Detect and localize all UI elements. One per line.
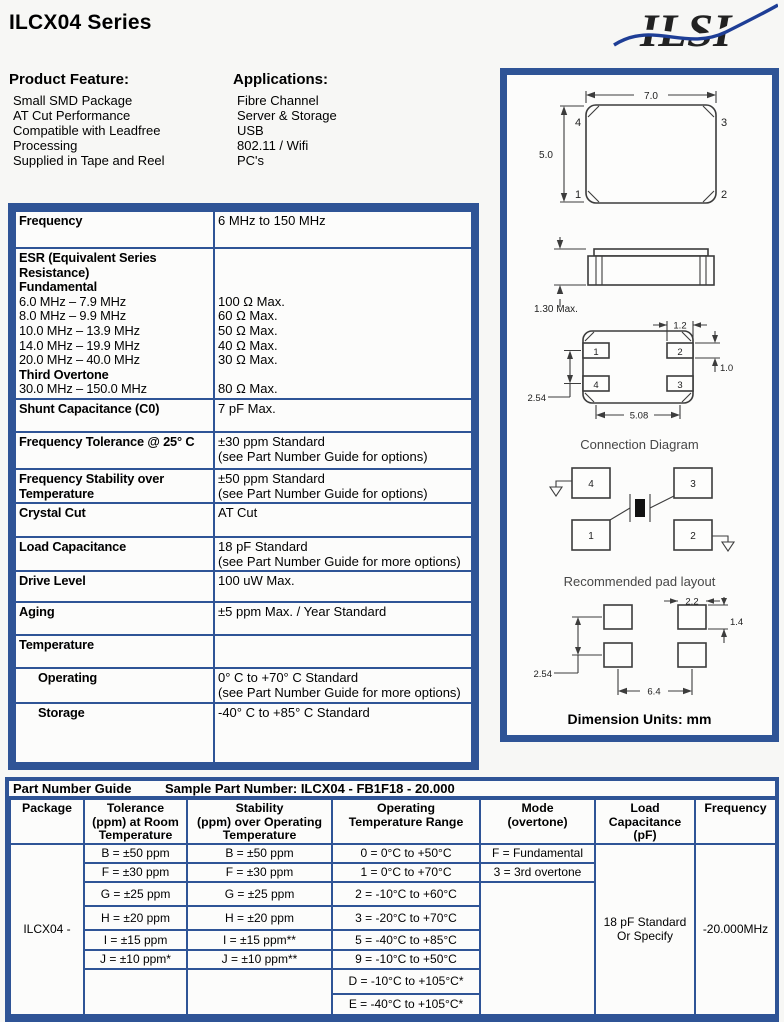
empty-cell	[84, 969, 187, 1015]
spec-value: 6 MHz to 150 MHz	[214, 211, 472, 248]
application-item: USB	[237, 123, 264, 138]
dim-pad-pitch-horizontal: 5.08	[629, 410, 649, 422]
application-item: Fibre Channel	[237, 93, 319, 108]
package-bottom-view-drawing	[508, 315, 771, 427]
connection-diagram-title: Connection Diagram	[580, 437, 699, 452]
col-header-load-capacitance: Load Capacitance (pF)	[595, 799, 695, 844]
dim-package-thickness: 1.30 Max.	[534, 304, 578, 315]
mode-code: 3 = 3rd overtone	[480, 863, 595, 882]
spec-label: Storage	[15, 703, 214, 763]
part-guide-title: Part Number Guide	[13, 781, 132, 796]
spec-value: 7 pF Max.	[214, 399, 472, 432]
application-item: PC's	[237, 153, 265, 168]
spec-row-temperature	[15, 635, 472, 668]
pin-number: 2	[690, 531, 696, 542]
spec-row-tolerance	[15, 432, 472, 469]
col-header-operating-temp: Operating Temperature Range	[332, 799, 480, 844]
spec-row-stability	[15, 469, 472, 503]
product-feature-section	[9, 72, 165, 168]
spec-row-frequency	[15, 211, 472, 248]
load-capacitance-cell: 18 pF Standard Or Specify	[595, 844, 695, 1015]
spec-row-shunt	[15, 399, 472, 432]
pin-number: 1	[588, 531, 594, 542]
pin-number: 3	[690, 479, 696, 490]
spec-value: 0° C to +70° C Standard (see Part Number Guide for more options)	[214, 668, 472, 702]
stability-code: I = ±15 ppm**	[187, 930, 332, 950]
spec-row-drive	[15, 571, 472, 602]
empty-cell	[480, 882, 595, 1015]
spec-label: Frequency	[15, 211, 214, 248]
ground-symbol	[722, 542, 734, 551]
optemp-code: D = -10°C to +105°C*	[332, 969, 480, 994]
pin-number: 4	[574, 117, 582, 129]
pin-number: 2	[677, 347, 683, 358]
col-header-mode: Mode (overtone)	[480, 799, 595, 844]
pad-layout-title: Recommended pad layout	[563, 574, 716, 589]
pin-number: 2	[720, 189, 728, 201]
stability-code: J = ±10 ppm**	[187, 950, 332, 969]
spec-label: Aging	[15, 602, 214, 635]
col-header-frequency: Frequency	[695, 799, 776, 844]
pin-number: 4	[588, 479, 594, 490]
spec-row-storage	[15, 703, 472, 763]
dim-pad-width: 2.2	[685, 596, 699, 608]
optemp-code: 2 = -10°C to +60°C	[332, 882, 480, 906]
spec-value: 100 Ω Max. 60 Ω Max. 50 Ω Max. 40 Ω Max. 30 Ω Max. 80 Ω Max.	[214, 248, 472, 399]
application-item: 802.11 / Wifi	[237, 138, 309, 153]
spec-label: Shunt Capacitance (C0)	[15, 399, 214, 432]
spec-value	[214, 635, 472, 668]
guide-header-row	[10, 799, 776, 844]
optemp-code: 9 = -10°C to +50°C	[332, 950, 480, 969]
stability-code: H = ±20 ppm	[187, 906, 332, 930]
spec-value: ±5 ppm Max. / Year Standard	[214, 602, 472, 635]
dim-pad-height: 1.4	[730, 617, 744, 628]
col-header-package: Package	[10, 799, 84, 844]
mechanical-drawing-panel	[500, 68, 779, 742]
applications-heading: Applications:	[233, 71, 329, 88]
dim-pad-width: 1.2	[673, 320, 687, 332]
dim-package-height: 5.0	[539, 150, 553, 161]
tolerance-code: G = ±25 ppm	[84, 882, 187, 906]
spec-value: -40° C to +85° C Standard	[214, 703, 472, 763]
dim-package-width: 7.0	[644, 91, 658, 102]
dimension-units-label: Dimension Units: mm	[567, 711, 712, 727]
empty-cell	[187, 969, 332, 1015]
pin-number: 4	[593, 380, 599, 391]
dim-pad-pitch-vertical: 2.54	[533, 669, 552, 680]
connection-diagram	[508, 458, 771, 564]
pin-number: 1	[593, 347, 599, 358]
pad-layout-drawing	[508, 595, 771, 699]
stability-code: F = ±30 ppm	[187, 863, 332, 882]
ground-symbol	[550, 487, 562, 496]
spec-label: Crystal Cut	[15, 503, 214, 537]
spec-row-operating	[15, 668, 472, 702]
spec-value: AT Cut	[214, 503, 472, 537]
optemp-code: 0 = 0°C to +50°C	[332, 844, 480, 863]
tolerance-code: J = ±10 ppm*	[84, 950, 187, 969]
spec-label: Load Capacitance	[15, 537, 214, 571]
spec-table	[8, 203, 479, 770]
spec-label: Temperature	[15, 635, 214, 668]
guide-row	[10, 844, 776, 863]
dim-pad-pitch-vertical: 2.54	[527, 393, 546, 404]
logo-text: ILSI	[640, 5, 732, 57]
spec-label: Frequency Tolerance @ 25° C	[15, 432, 214, 469]
application-item: Server & Storage	[237, 108, 337, 123]
package-side-view-drawing	[508, 235, 771, 315]
pin-number: 3	[677, 380, 683, 391]
spec-value: ±30 ppm Standard (see Part Number Guide for options)	[214, 432, 472, 469]
col-header-stability: Stability (ppm) over Operating Temperature	[187, 799, 332, 844]
tolerance-code: B = ±50 ppm	[84, 844, 187, 863]
package-top-view-drawing	[508, 85, 771, 235]
spec-row-load	[15, 537, 472, 571]
spec-value: 100 uW Max.	[214, 571, 472, 602]
feature-item: Small SMD Package	[13, 93, 133, 108]
stability-code: G = ±25 ppm	[187, 882, 332, 906]
spec-row-cut	[15, 503, 472, 537]
mode-code: F = Fundamental	[480, 844, 595, 863]
tolerance-code: F = ±30 ppm	[84, 863, 187, 882]
ilsi-logo	[612, 2, 778, 59]
feature-item: Compatible with Leadfree	[13, 123, 161, 138]
feature-item: Processing	[13, 138, 78, 153]
col-header-tolerance: Tolerance (ppm) at Room Temperature	[84, 799, 187, 844]
spec-label: ESR (Equivalent Series Resistance) Fundamental 6.0 MHz – 7.9 MHz 8.0 MHz – 9.9 MHz 10.0 MHz – 13.9 MHz 14.0 MHz – 19.9 MHz 20.0 MHz – 40.0 MHz Third Overtone 30.0 MHz – 150.0 MHz	[15, 248, 214, 399]
spec-value: 18 pF Standard (see Part Number Guide for more options)	[214, 537, 472, 571]
ground-wire	[556, 481, 572, 487]
spec-label: Frequency Stability over Temperature	[15, 469, 214, 503]
optemp-code: E = -40°C to +105°C*	[332, 994, 480, 1015]
part-number-guide	[5, 777, 779, 1022]
ground-wire	[712, 536, 728, 542]
feature-item: Supplied in Tape and Reel	[13, 153, 165, 168]
optemp-code: 5 = -40°C to +85°C	[332, 930, 480, 950]
stability-code: B = ±50 ppm	[187, 844, 332, 863]
spec-label: Drive Level	[15, 571, 214, 602]
feature-item: AT Cut Performance	[13, 108, 131, 123]
optemp-code: 1 = 0°C to +70°C	[332, 863, 480, 882]
package-code-cell: ILCX04 -	[10, 844, 84, 1015]
page-title: ILCX04 Series	[9, 11, 152, 34]
crystal-symbol	[635, 499, 645, 517]
pin-number: 3	[720, 117, 728, 129]
tolerance-code: I = ±15 ppm	[84, 930, 187, 950]
spec-row-esr	[15, 248, 472, 399]
part-number-guide-header	[9, 781, 775, 798]
spec-value: ±50 ppm Standard (see Part Number Guide for options)	[214, 469, 472, 503]
product-feature-heading: Product Feature:	[9, 71, 130, 88]
tolerance-code: H = ±20 ppm	[84, 906, 187, 930]
applications-section	[233, 72, 337, 168]
spec-label: Operating	[15, 668, 214, 702]
frequency-cell: -20.000MHz	[695, 844, 776, 1015]
dim-pad-height: 1.0	[720, 363, 734, 374]
optemp-code: 3 = -20°C to +70°C	[332, 906, 480, 930]
spec-row-aging	[15, 602, 472, 635]
pin-number: 1	[574, 189, 582, 201]
sample-part-number: Sample Part Number: ILCX04 - FB1F18 - 20.000	[165, 781, 455, 796]
dim-pad-pitch-horizontal: 6.4	[647, 686, 661, 698]
